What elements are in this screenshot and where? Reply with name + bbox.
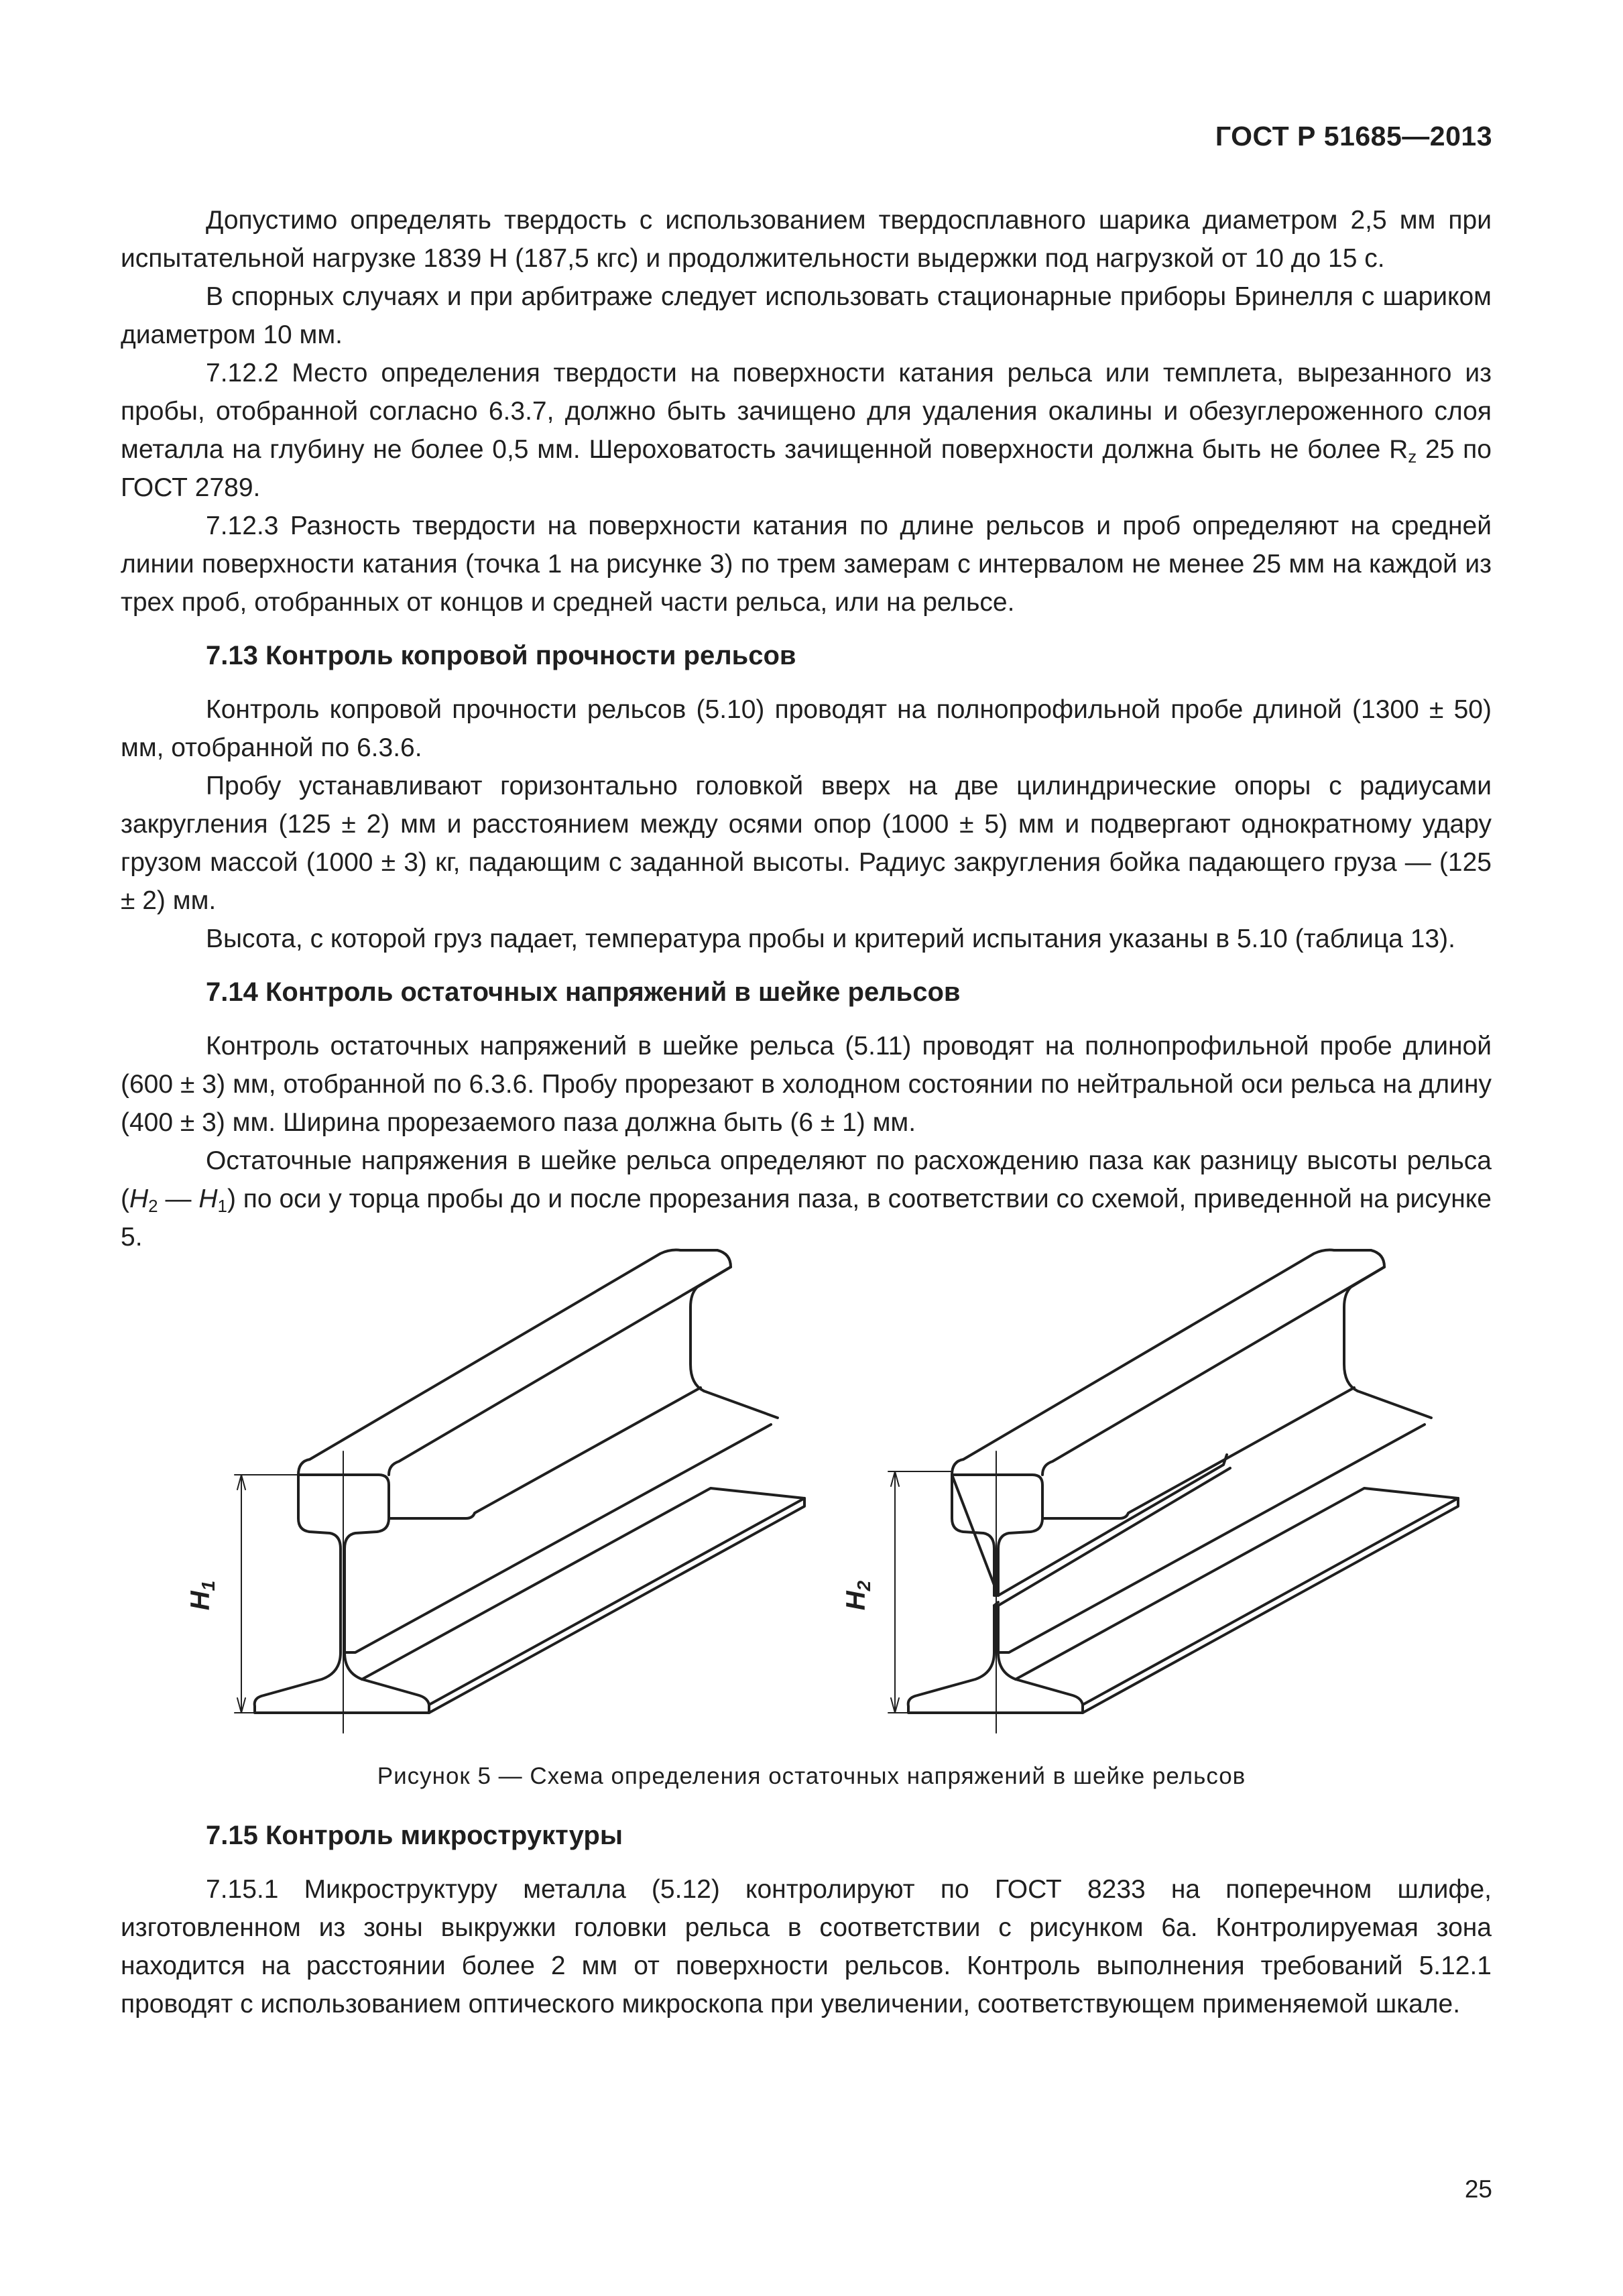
label-h2: H — [841, 1591, 871, 1611]
subscript: 1 — [217, 1196, 227, 1216]
text: 25 по ГОСТ 2789. — [121, 435, 1492, 502]
paragraph-7-12-3: 7.12.3 Разность твердости на поверхности катания по длине рельсов и проб определяют на средней линии поверхности катания (точка 1 на рисунке 3) по трем замерам с интервалом не менее 25 мм на каждой из трех проб, отобранных от концов и средней части рельса, или на рельсе. — [121, 511, 1492, 617]
paragraph: Контроль остаточных напряжений в шейке рельса (5.11) проводят на полнопрофильной пробе длиной (600 ± 3) мм, отобранной по 6.3.6. Пробу прорезают в холодном состоянии по нейтральной оси рельса на длину (400 ± 3) мм. Ширина прорезаемого паза должна быть (6 ± 1) мм. — [121, 1032, 1492, 1137]
text: Остаточные напряжения в шейке рельса определяют по расхождению паза как разницу высоты рельса ( — [121, 1146, 1492, 1213]
label-h2-sub: 2 — [853, 1580, 874, 1591]
paragraph-7-12-2 — [121, 354, 1492, 507]
symbol-h2: H — [129, 1185, 149, 1213]
paragraph: Высота, с которой груз падает, температура пробы и критерий испытания указаны в 5.10 (таблица 13). — [206, 924, 1455, 953]
label-h1-sub: 1 — [198, 1580, 219, 1591]
paragraph: Пробу устанавливают горизонтально головкой вверх на две цилиндрические опоры с радиусами закругления (125 ± 2) мм и расстоянием между осями опор (1000 ± 5) мм и подвергают однократному удару грузом массой (1000 ± 3) кг, падающим с заданной высоты. Радиус закругления бойка падающего груза — (125 ± 2) мм. — [121, 772, 1492, 915]
figure-caption: Рисунок 5 — Схема определения остаточных напряжений в шейке рельсов — [377, 1763, 1246, 1789]
text: ) по оси у торца пробы до и после прорезания паза, в соответствии со схемой, приведенной на рисунке 5. — [121, 1185, 1492, 1252]
section-heading-7-14: 7.14 Контроль остаточных напряжений в шейке рельсов — [206, 977, 961, 1007]
svg-text:H2 — [841, 1580, 874, 1610]
dimension-h1 — [235, 1475, 298, 1713]
symbol-h1: H — [198, 1185, 218, 1213]
paragraph: Допустимо определять твердость с использованием твердосплавного шарика диаметром 2,5 мм при испытательной нагрузке 1839 Н (187,5 кгс) и продолжительности выдержки под нагрузкой от 10 до 15 с. — [121, 206, 1492, 273]
subscript: z — [1408, 446, 1417, 467]
paragraph: В спорных случаях и при арбитраже следует использовать стационарные приборы Бринелля с шариком диаметром 10 мм. — [121, 282, 1492, 349]
paragraph: Контроль копровой прочности рельсов (5.10) проводят на полнопрофильной пробе длиной (1300 ± 50) мм, отобранной по 6.3.6. — [121, 695, 1492, 762]
rail-left-profile — [255, 1475, 429, 1713]
label-h1: H — [186, 1591, 215, 1611]
section-heading-7-13: 7.13 Контроль копровой прочности рельсов — [206, 641, 796, 670]
body-text-top — [121, 201, 1492, 1256]
rail-right — [908, 1250, 1458, 1733]
text: 7.12.2 Место определения твердости на поверхности катания рельса или темплета, вырезанного из пробы, отобранной согласно 6.3.7, должно быть зачищено для удаления окалины и обезуглероженного слоя металла на глубину не более 0,5 мм. Шероховатость зачищенной поверхности должна быть не более R — [121, 359, 1492, 464]
rail-left — [255, 1250, 804, 1733]
figure-5 — [161, 1223, 1515, 1746]
subscript: 2 — [148, 1196, 158, 1216]
svg-text:H1 — [186, 1581, 219, 1610]
body-text-bottom — [121, 1817, 1492, 2023]
dimension-h2 — [888, 1471, 952, 1713]
page-number: 25 — [1464, 2175, 1492, 2203]
paragraph: 7.15.1 Микроструктуру металла (5.12) контролируют по ГОСТ 8233 на поперечном шлифе, изготовленном из зоны выкружки головки рельса в соответствии с рисунком 6а. Контролируемая зона находится на расстоянии более 2 мм от поверхности рельсов. Контроль выполнения требований 5.12.1 проводят с использованием оптического микроскопа при увеличении, соответствующем применяемой шкале. — [121, 1875, 1492, 2018]
text: — — [158, 1185, 199, 1213]
section-heading-7-15: 7.15 Контроль микроструктуры — [206, 1821, 623, 1850]
document-code: ГОСТ Р 51685—2013 — [1215, 121, 1492, 152]
rail-diagram — [161, 1223, 1515, 1746]
